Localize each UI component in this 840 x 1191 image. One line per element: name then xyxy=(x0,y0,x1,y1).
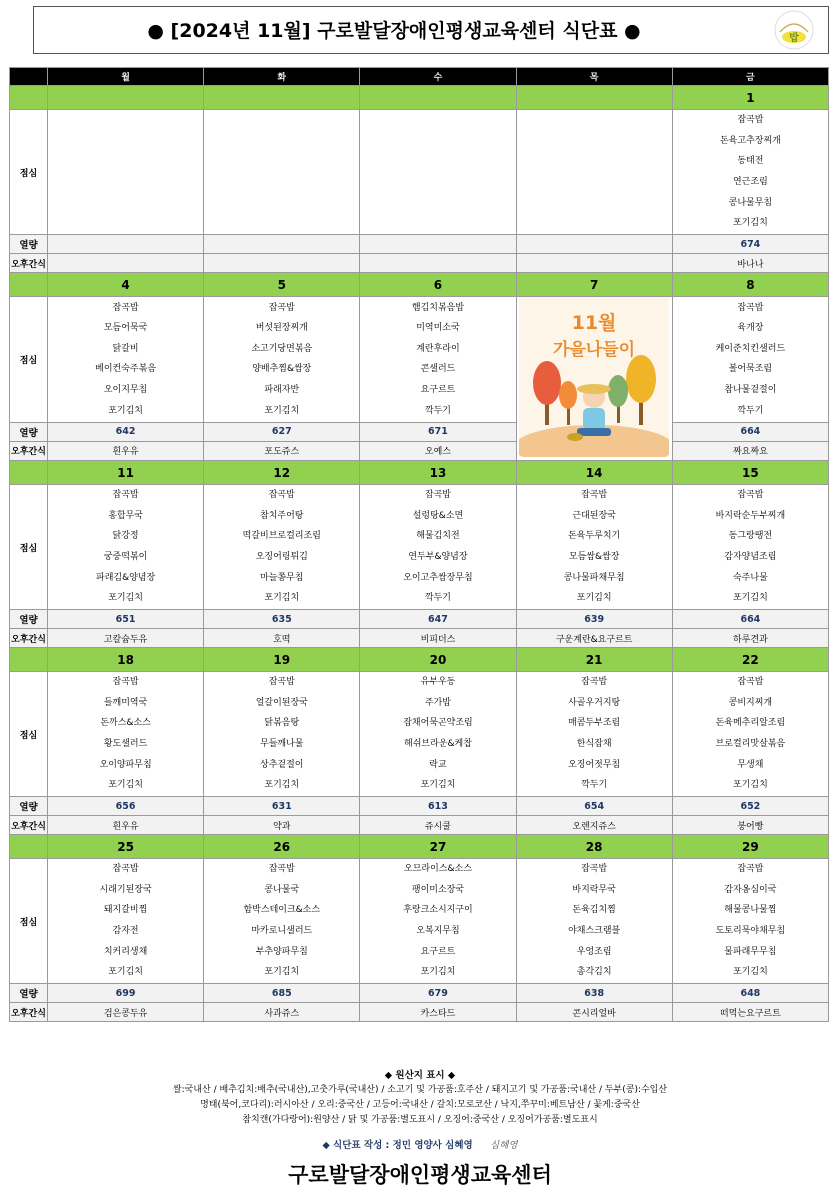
dish-item: 콩비지찌개 xyxy=(728,697,773,708)
lunch-cell xyxy=(516,859,672,984)
dish-item: 황도샐러드 xyxy=(103,739,148,749)
lunch-cell xyxy=(672,485,828,610)
dish-item: 모듬쌈&쌈장 xyxy=(568,552,620,562)
dish-item: 매콤두부조림 xyxy=(568,718,621,729)
dish-item: 총각김치 xyxy=(576,967,612,978)
dish-item: 소고기당면볶음 xyxy=(251,343,313,354)
snack-label: 오후간식 xyxy=(10,254,48,273)
date-row-label xyxy=(10,273,48,297)
author-line xyxy=(0,1137,840,1151)
snack-cell: 흰우유 xyxy=(48,816,204,835)
date-row xyxy=(10,835,829,859)
dish-item: 잡곡밥 xyxy=(112,490,139,501)
lunch-cell xyxy=(516,672,672,797)
snack-cell xyxy=(48,254,204,273)
kcal-label: 열량 xyxy=(10,422,48,441)
lunch-cell xyxy=(360,485,516,610)
snack-label: 오후간식 xyxy=(10,816,48,835)
kcal-row xyxy=(10,984,829,1003)
lunch-row xyxy=(10,859,829,984)
kcal-cell: 671 xyxy=(360,422,516,441)
dish-item: 감자옹심이국 xyxy=(724,884,777,895)
date-cell: 4 xyxy=(48,273,204,297)
date-row xyxy=(10,273,829,297)
snack-cell: 오렌지쥬스 xyxy=(516,816,672,835)
menu-table xyxy=(9,67,829,1022)
dish-item: 얼갈이된장국 xyxy=(255,697,308,708)
dish-item: 상추겉절이 xyxy=(260,759,304,770)
corner-cell xyxy=(10,68,48,86)
snack-cell: 비피더스 xyxy=(360,629,516,648)
snack-row xyxy=(10,816,829,835)
dish-item: 모듬어묵국 xyxy=(103,323,148,334)
kcal-row xyxy=(10,235,829,254)
dish-item: 연두부&양념장 xyxy=(408,552,468,562)
dish-item: 감자전 xyxy=(112,926,139,936)
kcal-cell: 664 xyxy=(672,422,828,441)
dish-item: 포기김치 xyxy=(420,780,456,791)
date-row xyxy=(10,86,829,110)
lunch-cell xyxy=(204,297,360,423)
snack-cell: 흰우유 xyxy=(48,441,204,460)
dish-item: 도토리묵야채무침 xyxy=(715,926,786,936)
dish-item: 마카로니샐러드 xyxy=(251,926,313,936)
date-cell: 1 xyxy=(672,86,828,110)
date-cell: 7 xyxy=(516,273,672,297)
dish-item: 콩나물국 xyxy=(264,884,300,895)
dish-item: 포기김치 xyxy=(732,593,768,604)
dish-item: 파래김&양념장 xyxy=(96,572,156,583)
origin-line: 명태(북어,코다리):러시아산 / 오리:중국산 / 고등어:국내산 / 갈치:모로코산 / 낙지,쭈꾸미:베트남산 / 꽃게:중국산 xyxy=(200,1100,640,1110)
kcal-cell: 635 xyxy=(204,610,360,629)
dish-item: 포기김치 xyxy=(264,780,300,791)
dish-item: 닭강정 xyxy=(112,531,139,542)
dish-item: 오므라이스&소스 xyxy=(404,864,472,875)
kcal-cell: 674 xyxy=(672,235,828,254)
lunch-label: 점심 xyxy=(10,672,48,797)
dish-item: 연근조림 xyxy=(732,177,768,187)
kcal-cell: 648 xyxy=(672,984,828,1003)
kcal-cell: 631 xyxy=(204,797,360,816)
dish-item: 락교 xyxy=(429,759,447,770)
day-header-row xyxy=(10,68,829,86)
dish-item: 오징어링튀김 xyxy=(255,552,308,562)
dish-item: 햄김치볶음밥 xyxy=(411,302,465,313)
dish-item: 잡곡밥 xyxy=(737,864,764,875)
date-cell: 15 xyxy=(672,461,828,485)
dish-item: 미역미소국 xyxy=(416,323,460,334)
dish-item: 닭갈비 xyxy=(112,343,139,354)
dish-item: 유부우동 xyxy=(420,677,456,688)
dish-item: 마늘쫑무침 xyxy=(260,572,304,583)
dish-item: 궁중떡볶이 xyxy=(103,552,148,562)
dish-item: 돼지갈비찜 xyxy=(103,905,148,916)
dish-item: 후랑크소시지구이 xyxy=(403,905,473,916)
lunch-row xyxy=(10,297,829,423)
snack-cell: 하루견과 xyxy=(672,629,828,648)
dish-item: 들깨미역국 xyxy=(103,697,148,708)
dish-item: 케이준치킨샐러드 xyxy=(715,343,786,354)
dish-item: 돈육김치찜 xyxy=(572,905,616,916)
snack-cell: 오예스 xyxy=(360,441,516,460)
kcal-row xyxy=(10,422,829,441)
dish-item: 포기김치 xyxy=(732,967,768,978)
dish-item: 함박스테이크&소스 xyxy=(243,905,321,916)
date-cell: 18 xyxy=(48,648,204,672)
dish-item: 잡곡밥 xyxy=(268,864,295,875)
dish-item: 오복지무침 xyxy=(416,926,460,936)
dish-item: 돈까스&소스 xyxy=(100,718,151,729)
date-cell: 21 xyxy=(516,648,672,672)
snack-cell: 고칼슘두유 xyxy=(48,629,204,648)
lunch-cell xyxy=(204,859,360,984)
dish-item: 근대된장국 xyxy=(572,510,616,521)
dish-item: 깍두기 xyxy=(737,405,764,416)
dish-item: 치커리생채 xyxy=(103,946,148,957)
kcal-cell: 642 xyxy=(48,422,204,441)
dish-item: 해쉬브라운&케찹 xyxy=(404,739,472,749)
date-cell: 13 xyxy=(360,461,516,485)
dish-item: 동그랑땡전 xyxy=(728,531,773,542)
dish-item: 잡곡밥 xyxy=(112,302,139,313)
snack-cell xyxy=(204,254,360,273)
snack-cell: 콘시리얼바 xyxy=(516,1003,672,1022)
date-cell: 8 xyxy=(672,273,828,297)
kcal-cell: 685 xyxy=(204,984,360,1003)
dish-item: 닭볶음탕 xyxy=(264,718,300,729)
date-cell: 26 xyxy=(204,835,360,859)
dish-item: 포기김치 xyxy=(108,780,143,791)
dish-item: 한식잡채 xyxy=(576,739,612,749)
kcal-cell: 647 xyxy=(360,610,516,629)
date-cell: 29 xyxy=(672,835,828,859)
date-cell xyxy=(48,86,204,110)
title-box xyxy=(33,6,829,54)
lunch-cell xyxy=(360,859,516,984)
dish-item: 잡곡밥 xyxy=(112,864,139,875)
kcal-cell xyxy=(516,235,672,254)
dish-item: 해물콩나물찜 xyxy=(724,905,777,916)
dish-item: 포기김치 xyxy=(108,405,143,416)
lunch-cell xyxy=(672,859,828,984)
date-cell: 12 xyxy=(204,461,360,485)
dish-item: 돈육두루치기 xyxy=(568,531,621,542)
date-row-label xyxy=(10,835,48,859)
date-cell: 28 xyxy=(516,835,672,859)
date-cell: 11 xyxy=(48,461,204,485)
kcal-cell: 613 xyxy=(360,797,516,816)
snack-cell: 약과 xyxy=(204,816,360,835)
dish-item: 잡곡밥 xyxy=(737,302,764,313)
lunch-row xyxy=(10,485,829,610)
snack-cell: 짜요짜요 xyxy=(672,441,828,460)
dish-item: 깍두기 xyxy=(424,593,452,604)
lunch-cell xyxy=(204,110,360,235)
lunch-label: 점심 xyxy=(10,110,48,235)
dish-item: 무들깨나물 xyxy=(260,739,304,749)
origin-title: ◆ 원산지 표시 ◆ xyxy=(384,1070,456,1081)
dish-item: 돈육메추리알조림 xyxy=(715,718,786,729)
lunch-cell xyxy=(360,110,516,235)
lunch-cell xyxy=(48,297,204,423)
dish-item: 돈육고추장찌개 xyxy=(719,135,781,146)
date-cell: 19 xyxy=(204,648,360,672)
date-cell: 22 xyxy=(672,648,828,672)
dish-item: 잡곡밥 xyxy=(737,490,764,501)
lunch-cell xyxy=(48,672,204,797)
date-row xyxy=(10,648,829,672)
date-cell: 14 xyxy=(516,461,672,485)
snack-cell: 떠먹는요구르트 xyxy=(672,1003,828,1022)
lunch-cell xyxy=(204,485,360,610)
lunch-cell xyxy=(516,110,672,235)
kcal-cell: 664 xyxy=(672,610,828,629)
dish-item: 우엉조림 xyxy=(576,946,612,957)
dish-item: 홍합무국 xyxy=(108,510,143,521)
dish-item: 시래기된장국 xyxy=(99,884,152,895)
snack-cell: 카스타드 xyxy=(360,1003,516,1022)
kcal-label: 열량 xyxy=(10,797,48,816)
dish-item: 부추양파무침 xyxy=(255,946,308,957)
lunch-row xyxy=(10,672,829,797)
lunch-cell xyxy=(48,485,204,610)
dish-item: 잡곡밥 xyxy=(581,677,608,688)
dish-item: 바지락무국 xyxy=(572,884,616,895)
dish-item: 잡곡밥 xyxy=(268,677,295,688)
day-header-tue: 화 xyxy=(204,68,360,86)
day-header-fri: 금 xyxy=(672,68,828,86)
dish-item: 잡곡밥 xyxy=(112,677,139,688)
dish-item: 콩나물무침 xyxy=(728,197,773,208)
dish-item: 해물김치전 xyxy=(416,531,460,542)
dish-item: 숙주나물 xyxy=(732,572,768,583)
dish-item: 설렁탕&소면 xyxy=(412,510,464,521)
lunch-cell xyxy=(360,672,516,797)
promo-illustration-cell xyxy=(516,297,672,461)
dish-item: 포기김치 xyxy=(264,593,300,604)
promo-month: 11월 xyxy=(571,312,617,334)
dish-item: 오이양파무침 xyxy=(99,759,152,770)
kcal-cell: 652 xyxy=(672,797,828,816)
kcal-cell: 638 xyxy=(516,984,672,1003)
kcal-cell: 679 xyxy=(360,984,516,1003)
snack-cell: 사과쥬스 xyxy=(204,1003,360,1022)
lunch-cell xyxy=(672,672,828,797)
dish-item: 파래자반 xyxy=(264,384,300,395)
dish-item: 포기김치 xyxy=(264,967,300,978)
date-row-label xyxy=(10,648,48,672)
kcal-row xyxy=(10,797,829,816)
day-header-mon: 월 xyxy=(48,68,204,86)
dish-item: 포기김치 xyxy=(732,780,768,791)
kcal-cell: 627 xyxy=(204,422,360,441)
dish-item: 깍두기 xyxy=(581,780,608,791)
date-row-label xyxy=(10,461,48,485)
dish-item: 포기김치 xyxy=(576,593,612,604)
dish-item: 동태전 xyxy=(737,156,764,167)
dish-item: 잡채어묵곤약조림 xyxy=(403,718,473,729)
page-title: ● [2024년 11월] 구로발달장애인평생교육센터 식단표 ● xyxy=(147,20,641,42)
signature: 심혜영 xyxy=(490,1140,518,1151)
dish-item: 양배추찜&쌈장 xyxy=(252,364,312,375)
dish-item: 잡곡밥 xyxy=(268,490,295,501)
dish-item: 잡곡밥 xyxy=(424,490,452,501)
snack-cell: 바나나 xyxy=(672,254,828,273)
dish-item: 오이지무침 xyxy=(103,384,148,395)
dish-item: 콩나물파채무침 xyxy=(563,572,625,583)
snack-cell xyxy=(360,254,516,273)
lunch-cell xyxy=(672,110,828,235)
dish-item: 계란후라이 xyxy=(416,343,460,354)
date-cell: 5 xyxy=(204,273,360,297)
lunch-cell xyxy=(204,672,360,797)
dish-item: 감자양념조림 xyxy=(724,552,777,562)
date-cell xyxy=(360,86,516,110)
kcal-cell: 654 xyxy=(516,797,672,816)
date-cell xyxy=(516,86,672,110)
dish-item: 오이고추쌈장무침 xyxy=(403,572,473,583)
snack-row xyxy=(10,1003,829,1022)
snack-label: 오후간식 xyxy=(10,441,48,460)
lunch-cell xyxy=(48,859,204,984)
dish-item: 잡곡밥 xyxy=(737,677,764,688)
dish-item: 볼어묵조림 xyxy=(728,364,773,375)
snack-cell xyxy=(516,254,672,273)
date-cell: 25 xyxy=(48,835,204,859)
dish-item: 포기김치 xyxy=(420,967,456,978)
snack-row xyxy=(10,441,829,460)
autumn-outing-illustration xyxy=(519,297,669,457)
date-row xyxy=(10,461,829,485)
lunch-label: 점심 xyxy=(10,859,48,984)
dish-item: 콘샐러드 xyxy=(420,364,456,375)
date-cell: 6 xyxy=(360,273,516,297)
snack-cell: 구운계란&요구르트 xyxy=(516,629,672,648)
dish-item: 주가밥 xyxy=(424,697,452,708)
snack-cell: 붕어빵 xyxy=(672,816,828,835)
kcal-cell xyxy=(360,235,516,254)
lunch-label: 점심 xyxy=(10,485,48,610)
dish-item: 팽이미소장국 xyxy=(411,884,465,895)
date-cell xyxy=(204,86,360,110)
snack-cell: 포도쥬스 xyxy=(204,441,360,460)
dish-item: 포기김치 xyxy=(264,405,300,416)
dish-item: 오징어젓무침 xyxy=(568,759,621,770)
dish-item: 브로컬리맛살볶음 xyxy=(715,739,786,749)
kcal-cell: 639 xyxy=(516,610,672,629)
center-logo-icon xyxy=(774,10,814,50)
lunch-label: 점심 xyxy=(10,297,48,423)
dish-item: 사골우거지탕 xyxy=(568,697,621,708)
origin-line: 참치캔(가다랑어):원양산 / 닭 및 가공품:별도표시 / 오징어:중국산 / 오징어가공품:별도표시 xyxy=(242,1115,598,1125)
dish-item: 무생채 xyxy=(737,759,764,770)
dish-item: 깍두기 xyxy=(424,405,452,416)
date-row-label xyxy=(10,86,48,110)
dish-item: 버섯된장찌개 xyxy=(255,323,308,334)
dish-item: 물파래무무침 xyxy=(724,946,777,957)
snack-cell: 호떡 xyxy=(204,629,360,648)
snack-label: 오후간식 xyxy=(10,1003,48,1022)
dish-item: 바지락순두부찌개 xyxy=(715,510,786,521)
dish-item: 잡곡밥 xyxy=(581,490,608,501)
dish-item: 포기김치 xyxy=(108,967,143,978)
dish-item: 잡곡밥 xyxy=(268,302,295,313)
snack-row xyxy=(10,629,829,648)
dish-item: 잡곡밥 xyxy=(581,864,608,875)
lunch-cell xyxy=(516,485,672,610)
dish-item: 포기김치 xyxy=(732,218,768,229)
day-header-thu: 목 xyxy=(516,68,672,86)
dish-item: 요구르트 xyxy=(420,384,456,395)
snack-cell: 검은콩두유 xyxy=(48,1003,204,1022)
date-cell: 20 xyxy=(360,648,516,672)
dish-item: 육개장 xyxy=(737,323,764,334)
kcal-cell xyxy=(48,235,204,254)
logo-text: 밥 xyxy=(789,33,799,44)
promo-title: 가을나들이 xyxy=(553,340,636,360)
kcal-label: 열량 xyxy=(10,610,48,629)
dish-item: 요구르트 xyxy=(420,946,456,957)
kcal-label: 열량 xyxy=(10,984,48,1003)
dish-item: 참치주어탕 xyxy=(260,510,304,521)
snack-label: 오후간식 xyxy=(10,629,48,648)
lunch-cell xyxy=(360,297,516,423)
kcal-cell: 651 xyxy=(48,610,204,629)
snack-row xyxy=(10,254,829,273)
origin-line: 쌀:국내산 / 배추김치:배추(국내산),고춧가루(국내산) / 소고기 및 가공품:호주산 / 돼지고기 및 가공품:국내산 / 두부(콩):수입산 xyxy=(172,1085,668,1095)
dish-item: 참나물겉절이 xyxy=(724,384,777,395)
dish-item: 잡곡밥 xyxy=(737,115,764,126)
day-header-wed: 수 xyxy=(360,68,516,86)
kcal-row xyxy=(10,610,829,629)
dish-item: 야채스크램블 xyxy=(568,926,621,936)
lunch-row xyxy=(10,110,829,235)
snack-cell: 쥬시쿨 xyxy=(360,816,516,835)
date-cell: 27 xyxy=(360,835,516,859)
dish-item: 베이컨숙주볶음 xyxy=(95,364,157,375)
kcal-cell xyxy=(204,235,360,254)
kcal-label: 열량 xyxy=(10,235,48,254)
kcal-cell: 699 xyxy=(48,984,204,1003)
dish-item: 포기김치 xyxy=(108,593,143,604)
kcal-cell: 656 xyxy=(48,797,204,816)
center-name: 구로발달장애인평생교육센터 xyxy=(288,1163,552,1187)
lunch-cell xyxy=(48,110,204,235)
lunch-cell xyxy=(672,297,828,423)
dish-item: 떡갈비브로컬리조림 xyxy=(242,531,321,542)
author-text: ◆ 식단표 작성 : 정민 영양사 심혜영 xyxy=(322,1140,473,1151)
